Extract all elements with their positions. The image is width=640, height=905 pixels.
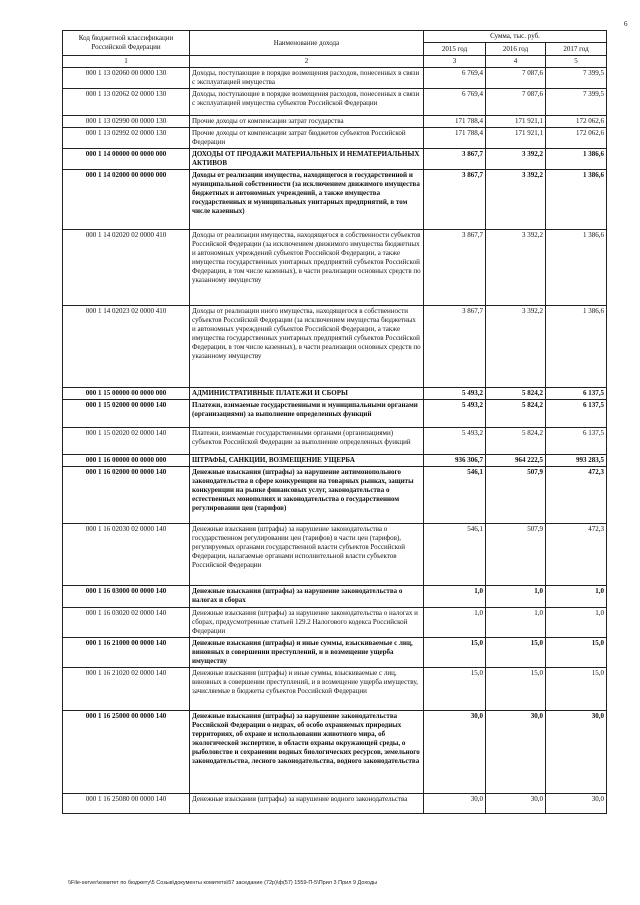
budget-code-cell: 000 1 16 00000 00 0000 000 bbox=[63, 455, 190, 467]
revenue-name-cell: АДМИНИСТРАТИВНЫЕ ПЛАТЕЖИ И СБОРЫ bbox=[190, 388, 424, 400]
revenue-name-cell: Платежи, взимаемые государственными и муниципальными органами (организациями) за выполнение определенных функций bbox=[190, 400, 424, 428]
budget-code-cell: 000 1 14 02000 00 0000 000 bbox=[63, 170, 190, 230]
amount-2015-cell: 3 867,7 bbox=[424, 230, 486, 306]
amount-2017-cell: 7 399,5 bbox=[546, 68, 607, 89]
revenue-name-cell: Доходы, поступающие в порядке возмещения расходов, понесенных в связи с эксплуатацией имущества субъектов Российской Федерации bbox=[190, 89, 424, 116]
budget-code-cell: 000 1 15 02020 02 0000 140 bbox=[63, 428, 190, 455]
table-row bbox=[63, 400, 607, 428]
amount-2017-cell: 30,0 bbox=[546, 794, 607, 814]
budget-code-cell: 000 1 16 03000 00 0000 140 bbox=[63, 586, 190, 608]
amount-2015-cell: 546,1 bbox=[424, 524, 486, 586]
amount-2016-cell: 507,9 bbox=[486, 467, 546, 524]
amount-2016-cell: 1,0 bbox=[486, 608, 546, 638]
table-row bbox=[63, 230, 607, 306]
amount-2017-cell: 1 386,6 bbox=[546, 149, 607, 170]
revenue-name-cell: Прочие доходы от компенсации затрат бюджетов субъектов Российской Федерации bbox=[190, 128, 424, 149]
header-year-2015: 2015 год bbox=[424, 43, 486, 56]
column-number-row bbox=[63, 56, 607, 68]
page-number: 6 bbox=[624, 20, 628, 28]
budget-code-cell: 000 1 16 02030 02 0000 140 bbox=[63, 524, 190, 586]
budget-code-cell: 000 1 16 21020 02 0000 140 bbox=[63, 668, 190, 711]
table-row bbox=[63, 794, 607, 814]
table-row bbox=[63, 388, 607, 400]
budget-code-cell: 000 1 15 02000 00 0000 140 bbox=[63, 400, 190, 428]
table-row bbox=[63, 428, 607, 455]
revenue-name-cell: Денежные взыскания (штрафы) за нарушение законодательства о налогах и сборах bbox=[190, 586, 424, 608]
revenue-name-cell: ДОХОДЫ ОТ ПРОДАЖИ МАТЕРИАЛЬНЫХ И НЕМАТЕРИАЛЬНЫХ АКТИВОВ bbox=[190, 149, 424, 170]
budget-code-cell: 000 1 13 02062 02 0000 130 bbox=[63, 89, 190, 116]
amount-2016-cell: 30,0 bbox=[486, 711, 546, 794]
amount-2015-cell: 1,0 bbox=[424, 586, 486, 608]
amount-2015-cell: 6 769,4 bbox=[424, 68, 486, 89]
amount-2017-cell: 30,0 bbox=[546, 711, 607, 794]
amount-2016-cell: 3 392,2 bbox=[486, 230, 546, 306]
budget-code-cell: 000 1 16 25080 00 0000 140 bbox=[63, 794, 190, 814]
amount-2015-cell: 171 788,4 bbox=[424, 128, 486, 149]
amount-2015-cell: 30,0 bbox=[424, 711, 486, 794]
header-year-2017: 2017 год bbox=[546, 43, 607, 56]
revenue-name-cell: Доходы от реализации имущества, находящегося в государственной и муниципальной собственности (за исключением движимого имущества бюджетных и автономных учреждений, а также имущества государственных и муниципальных унитарных предприятий, в том числе казенных) bbox=[190, 170, 424, 230]
amount-2015-cell: 936 306,7 bbox=[424, 455, 486, 467]
amount-2017-cell: 993 283,5 bbox=[546, 455, 607, 467]
table-row bbox=[63, 586, 607, 608]
table-row bbox=[63, 608, 607, 638]
amount-2017-cell: 6 137,5 bbox=[546, 388, 607, 400]
column-number: 5 bbox=[546, 56, 607, 68]
amount-2017-cell: 1,0 bbox=[546, 608, 607, 638]
amount-2016-cell: 5 824,2 bbox=[486, 428, 546, 455]
header-code-column: Код бюджетной классификации Российской Федерации bbox=[63, 31, 190, 56]
amount-2016-cell: 171 921,1 bbox=[486, 116, 546, 128]
column-number: 3 bbox=[424, 56, 486, 68]
revenue-name-cell: Денежные взыскания (штрафы) за нарушение антимонопольного законодательства в сфере конкуренции на товарных рынках, защиты конкуренции на рынке финансовых услуг, законодательства о естественных монополиях и законодательства о государственном регулировании цен (тарифов) bbox=[190, 467, 424, 524]
table-body bbox=[63, 31, 607, 814]
revenue-name-cell: Доходы, поступающие в порядке возмещения расходов, понесенных в связи с эксплуатацией имущества bbox=[190, 68, 424, 89]
table-row bbox=[63, 668, 607, 711]
column-number: 1 bbox=[63, 56, 190, 68]
amount-2016-cell: 7 087,6 bbox=[486, 68, 546, 89]
revenue-name-cell: Платежи, взимаемые государственными органами (организациями) субъектов Российской Федерации за выполнение определенных функций bbox=[190, 428, 424, 455]
amount-2015-cell: 3 867,7 bbox=[424, 149, 486, 170]
amount-2015-cell: 30,0 bbox=[424, 794, 486, 814]
amount-2017-cell: 6 137,5 bbox=[546, 400, 607, 428]
table-row bbox=[63, 524, 607, 586]
amount-2017-cell: 15,0 bbox=[546, 668, 607, 711]
amount-2015-cell: 5 493,2 bbox=[424, 428, 486, 455]
amount-2017-cell: 7 399,5 bbox=[546, 89, 607, 116]
amount-2016-cell: 5 824,2 bbox=[486, 388, 546, 400]
table-row bbox=[63, 116, 607, 128]
amount-2016-cell: 171 921,1 bbox=[486, 128, 546, 149]
amount-2015-cell: 3 867,7 bbox=[424, 170, 486, 230]
budget-code-cell: 000 1 13 02990 00 0000 130 bbox=[63, 116, 190, 128]
header-row bbox=[63, 31, 607, 43]
revenue-name-cell: Денежные взыскания (штрафы) за нарушение законодательства о государственном регулировании цен (тарифов) в части цен (тарифов), регулируемых органами государственной власти субъектов Российской Федерации, налагаемые органами исполнительной власти субъектов Российской Федерации bbox=[190, 524, 424, 586]
table-row bbox=[63, 68, 607, 89]
amount-2017-cell: 472,3 bbox=[546, 467, 607, 524]
header-year-2016: 2016 год bbox=[486, 43, 546, 56]
amount-2016-cell: 3 392,2 bbox=[486, 306, 546, 388]
revenue-name-cell: Доходы от реализации имущества, находящегося в собственности субъектов Российской Федерации (за исключением движимого имущества бюджетных и автономных учреждений субъектов Российской Федерации, а также имущества государственных унитарных предприятий субъектов Российской Федерации, в том числе казенных), в части реализации основных средств по указанному имуществу bbox=[190, 230, 424, 306]
amount-2015-cell: 6 769,4 bbox=[424, 89, 486, 116]
amount-2016-cell: 5 824,2 bbox=[486, 400, 546, 428]
budget-code-cell: 000 1 14 02020 02 0000 410 bbox=[63, 230, 190, 306]
budget-code-cell: 000 1 14 02023 02 0000 410 bbox=[63, 306, 190, 388]
budget-code-cell: 000 1 14 00000 00 0000 000 bbox=[63, 149, 190, 170]
amount-2015-cell: 546,1 bbox=[424, 467, 486, 524]
table-row bbox=[63, 455, 607, 467]
amount-2016-cell: 1,0 bbox=[486, 586, 546, 608]
amount-2017-cell: 6 137,5 bbox=[546, 428, 607, 455]
amount-2016-cell: 7 087,6 bbox=[486, 89, 546, 116]
amount-2017-cell: 1 386,6 bbox=[546, 170, 607, 230]
column-number: 4 bbox=[486, 56, 546, 68]
budget-code-cell: 000 1 16 03020 02 0000 140 bbox=[63, 608, 190, 638]
revenue-name-cell: ШТРАФЫ, САНКЦИИ, ВОЗМЕЩЕНИЕ УЩЕРБА bbox=[190, 455, 424, 467]
revenue-name-cell: Доходы от реализации иного имущества, находящегося в собственности субъектов Российской Федерации (за исключением имущества бюджетных и автономных учреждений субъектов Российской Федерации, а также имущества государственных унитарных предприятий субъектов Российской Федерации, в том числе казенных), в части реализации основных средств по указанному имуществу bbox=[190, 306, 424, 388]
amount-2016-cell: 3 392,2 bbox=[486, 149, 546, 170]
amount-2017-cell: 1,0 bbox=[546, 586, 607, 608]
revenue-name-cell: Денежные взыскания (штрафы) за нарушение законодательства Российской Федерации о недрах, об особо охраняемых природных территориях, об охране и использовании животного мира, об экологической экспертизе, в области охраны окружающей среды, о рыболовстве и сохранении водных биологических ресурсов, земельного законодательства, лесного законодательства, водного законодательства bbox=[190, 711, 424, 794]
revenue-name-cell: Денежные взыскания (штрафы) и иные суммы, взыскиваемые с лиц, виновных в совершении преступлений, и в возмещение ущерба имуществу, зачисляемые в бюджеты субъектов Российской Федерации bbox=[190, 668, 424, 711]
amount-2015-cell: 1,0 bbox=[424, 608, 486, 638]
budget-code-cell: 000 1 16 21000 00 0000 140 bbox=[63, 638, 190, 668]
table-row bbox=[63, 711, 607, 794]
amount-2017-cell: 1 386,6 bbox=[546, 230, 607, 306]
amount-2016-cell: 3 392,2 bbox=[486, 170, 546, 230]
table-row bbox=[63, 89, 607, 116]
budget-code-cell: 000 1 13 02992 02 0000 130 bbox=[63, 128, 190, 149]
budget-code-cell: 000 1 16 25000 00 0000 140 bbox=[63, 711, 190, 794]
amount-2015-cell: 5 493,2 bbox=[424, 388, 486, 400]
amount-2015-cell: 171 788,4 bbox=[424, 116, 486, 128]
budget-code-cell: 000 1 13 02060 00 0000 130 bbox=[63, 68, 190, 89]
revenue-name-cell: Денежные взыскания (штрафы) за нарушение водного законодательства bbox=[190, 794, 424, 814]
amount-2015-cell: 5 493,2 bbox=[424, 400, 486, 428]
revenue-name-cell: Денежные взыскания (штрафы) и иные суммы, взыскиваемые с лиц, виновных в совершении преступлений, и в возмещение ущерба имуществу bbox=[190, 638, 424, 668]
file-path-footer: \\File-server\комитет по бюджету\5 Созыв\документы комитета\57 заседание (72р)\ф(57) 1559-П-5\Прил 3 Прил 9 Доходы bbox=[68, 880, 378, 886]
table-row bbox=[63, 467, 607, 524]
table-row bbox=[63, 128, 607, 149]
amount-2017-cell: 15,0 bbox=[546, 638, 607, 668]
budget-revenue-table bbox=[62, 30, 607, 814]
amount-2015-cell: 3 867,7 bbox=[424, 306, 486, 388]
table-row bbox=[63, 170, 607, 230]
amount-2016-cell: 15,0 bbox=[486, 638, 546, 668]
column-number: 2 bbox=[190, 56, 424, 68]
amount-2016-cell: 30,0 bbox=[486, 794, 546, 814]
header-name-column: Наименование дохода bbox=[190, 31, 424, 56]
amount-2017-cell: 172 062,6 bbox=[546, 128, 607, 149]
revenue-name-cell: Денежные взыскания (штрафы) за нарушение законодательства о налогах и сборах, предусмотренные статьей 129.2 Налогового кодекса Российской Федерации bbox=[190, 608, 424, 638]
amount-2017-cell: 1 386,6 bbox=[546, 306, 607, 388]
amount-2016-cell: 964 222,5 bbox=[486, 455, 546, 467]
table-row bbox=[63, 149, 607, 170]
amount-2016-cell: 507,9 bbox=[486, 524, 546, 586]
budget-code-cell: 000 1 16 02000 00 0000 140 bbox=[63, 467, 190, 524]
amount-2015-cell: 15,0 bbox=[424, 638, 486, 668]
amount-2017-cell: 472,3 bbox=[546, 524, 607, 586]
budget-code-cell: 000 1 15 00000 00 0000 000 bbox=[63, 388, 190, 400]
header-sum-group: Сумма, тыс. руб. bbox=[424, 31, 607, 43]
amount-2016-cell: 15,0 bbox=[486, 668, 546, 711]
table-row bbox=[63, 638, 607, 668]
table-row bbox=[63, 306, 607, 388]
revenue-name-cell: Прочие доходы от компенсации затрат государства bbox=[190, 116, 424, 128]
amount-2015-cell: 15,0 bbox=[424, 668, 486, 711]
amount-2017-cell: 172 062,6 bbox=[546, 116, 607, 128]
